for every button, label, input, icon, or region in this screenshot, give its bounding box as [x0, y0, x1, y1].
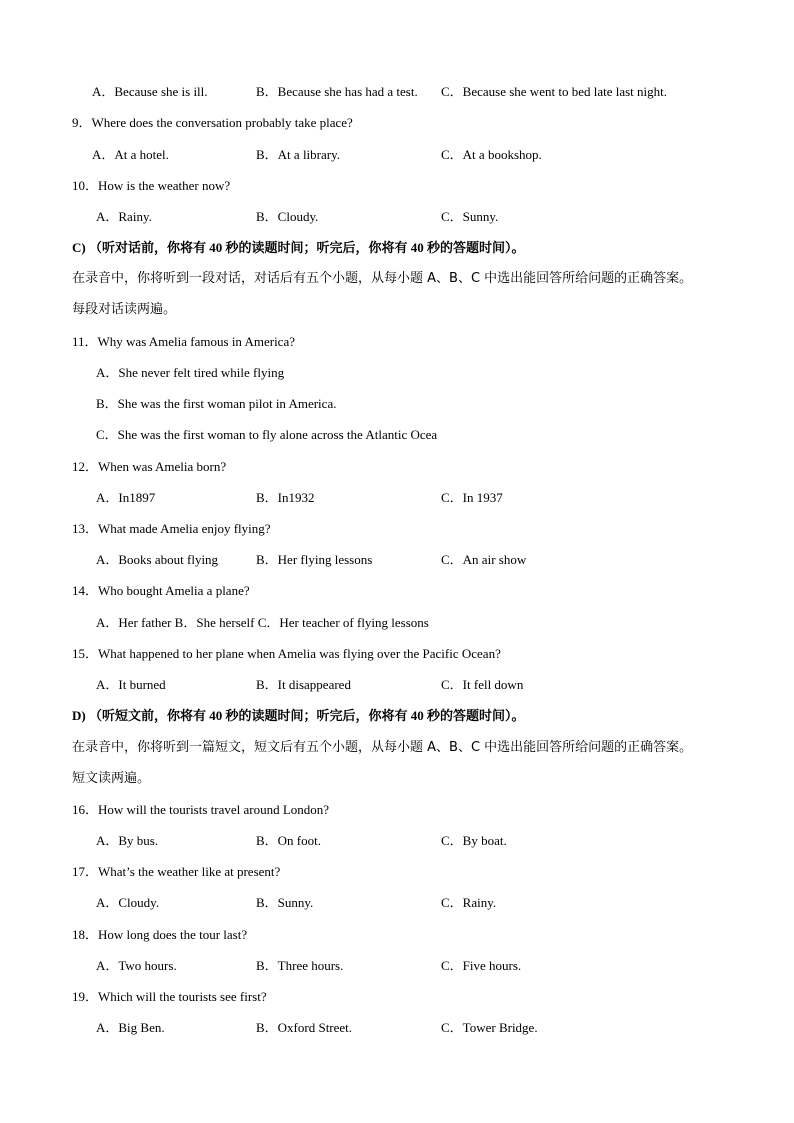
q18-option-b: B．Three hours.	[256, 958, 344, 973]
q10-option-c: C．Sunny.	[441, 209, 499, 224]
q10-question: 10．How is the weather now?	[72, 178, 231, 193]
q12-question: 12．When was Amelia born?	[72, 459, 227, 474]
q17-option-b: B．Sunny.	[256, 895, 314, 910]
q18-option-c: C．Five hours.	[441, 958, 522, 973]
q15-option-b: B．It disappeared	[256, 677, 351, 692]
q8-option-c: C．Because she went to bed late last night.	[441, 84, 668, 99]
q17-question: 17．What’s the weather like at present?	[72, 864, 281, 879]
q13-option-b: B．Her flying lessons	[256, 552, 373, 567]
q17-option-a: A．Cloudy.	[96, 895, 160, 910]
q19-option-c: C．Tower Bridge.	[441, 1020, 538, 1035]
q15-option-c: C．It fell down	[441, 677, 524, 692]
q16-option-b: B．On foot.	[256, 833, 322, 848]
q11-question: 11．Why was Amelia famous in America?	[72, 334, 295, 349]
q13-question: 13．What made Amelia enjoy flying?	[72, 521, 271, 536]
q15-question: 15．What happened to her plane when Amelia was flying over the Pacific Ocean?	[72, 646, 501, 661]
q9-question: 9．Where does the conversation probably take place?	[72, 115, 353, 130]
q8-option-a: A．Because she is ill.	[92, 84, 208, 99]
q19-option-b: B．Oxford Street.	[256, 1020, 353, 1035]
q16-option-c: C．By boat.	[441, 833, 507, 848]
q8-option-b: B．Because she has had a test.	[256, 84, 418, 99]
q18-option-a: A．Two hours.	[96, 958, 177, 973]
q18-question: 18．How long does the tour last?	[72, 927, 248, 942]
section-c-instruction-2: 每段对话读两遍。	[72, 302, 177, 317]
q13-option-a: A．Books about flying	[96, 552, 219, 567]
section-d-instruction-2: 短文读两遍。	[72, 771, 151, 786]
section-c-heading: C) （听对话前，你将有 40 秒的读题时间；听完后，你将有 40 秒的答题时间）。	[72, 240, 525, 255]
q10-option-a: A．Rainy.	[96, 209, 152, 224]
q9-option-c: C．At a bookshop.	[441, 147, 542, 162]
q13-option-c: C．An air show	[441, 552, 527, 567]
q16-option-a: A．By bus.	[96, 833, 159, 848]
q19-option-a: A．Big Ben.	[96, 1020, 165, 1035]
q11-option-b: B．She was the first woman pilot in America.	[96, 396, 337, 411]
q12-option-a: A．In1897	[96, 490, 156, 505]
section-c-instruction-1: 在录音中，你将听到一段对话，对话后有五个小题，从每小题 A、B、C 中选出能回答所给问题的正确答案。	[72, 271, 693, 286]
q9-option-b: B．At a library.	[256, 147, 340, 162]
q12-option-c: C．In 1937	[441, 490, 503, 505]
section-d-heading: D) （听短文前，你将有 40 秒的读题时间；听完后，你将有 40 秒的答题时间）。	[72, 708, 525, 723]
section-d-instruction-1: 在录音中，你将听到一篇短文，短文后有五个小题，从每小题 A、B、C 中选出能回答所给问题的正确答案。	[72, 740, 693, 755]
q10-option-b: B．Cloudy.	[256, 209, 319, 224]
q15-option-a: A．It burned	[96, 677, 166, 692]
q14-question: 14．Who bought Amelia a plane?	[72, 583, 250, 598]
q9-option-a: A．At a hotel.	[92, 147, 169, 162]
q11-option-a: A．She never felt tired while flying	[96, 365, 285, 380]
q14-options: A．Her father B．She herself C．Her teacher of flying lessons	[96, 615, 429, 630]
q16-question: 16．How will the tourists travel around London?	[72, 802, 330, 817]
q11-option-c: C．She was the first woman to fly alone across the Atlantic Ocea	[96, 427, 438, 442]
q12-option-b: B．In1932	[256, 490, 315, 505]
q19-question: 19．Which will the tourists see first?	[72, 989, 267, 1004]
q17-option-c: C．Rainy.	[441, 895, 497, 910]
